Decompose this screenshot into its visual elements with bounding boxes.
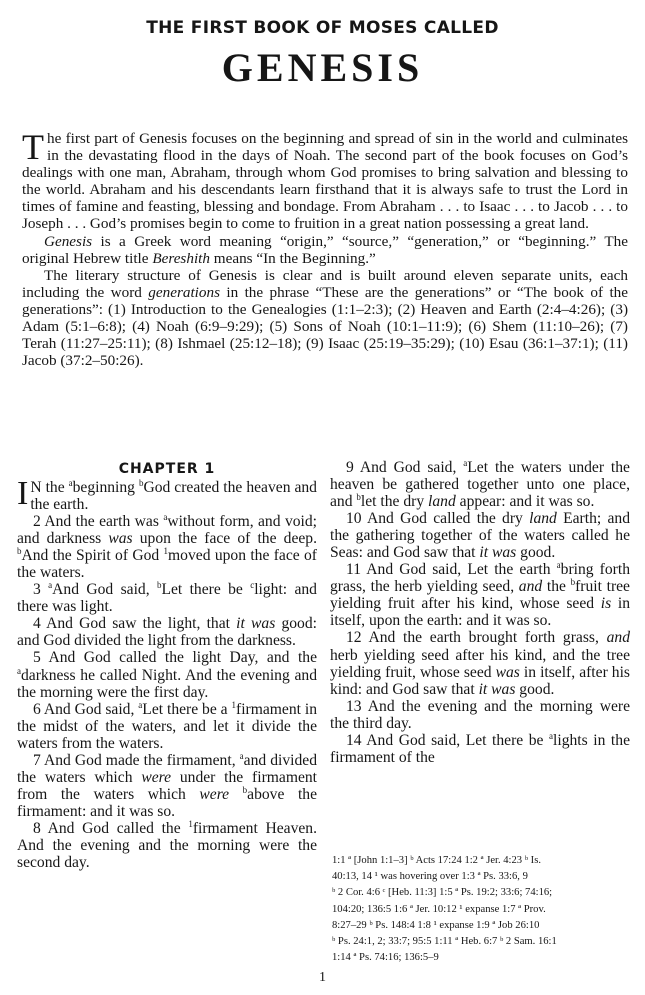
footnote-line: 1:14 ª Ps. 74:16; 136:5–9 [332, 952, 439, 964]
verse-text: 5 And God called the light Day, and the [33, 649, 317, 667]
verse-13: 13 And the evening and the morning were the third day. [330, 697, 630, 732]
cross-ref-marker[interactable]: a [138, 699, 143, 710]
verse-text: and divided the waters which [17, 751, 317, 786]
verse-text: And the Spirit of God [21, 547, 164, 565]
verse-text: 11 And God said, Let the earth [346, 561, 557, 579]
footnote-marker[interactable]: 1 [163, 546, 169, 556]
cross-ref-marker[interactable]: b [17, 546, 22, 556]
verse-text: 8 And God called the [33, 819, 189, 837]
cross-ref-marker[interactable]: a [68, 477, 73, 488]
verse-text: good. [515, 680, 555, 698]
verse-text: 2 And the earth was [33, 513, 164, 531]
verse-text: 4 And God saw the light, that [33, 615, 237, 633]
footnotes [332, 853, 630, 966]
verse-7 [17, 752, 317, 820]
cross-ref-marker[interactable]: b [356, 491, 361, 502]
verse-10 [330, 510, 630, 561]
cross-ref-marker[interactable]: b [242, 784, 248, 795]
verse-8 [17, 820, 317, 871]
footnote-line: 8:27–29 ᵇ Ps. 148:4 1:8 ¹ expanse 1:9 ª Job 26:10 [332, 919, 540, 931]
verse-text: beginning [72, 479, 139, 496]
book-introduction [22, 127, 628, 370]
intro-text: he first part of Genesis focuses on the beginning and spread of sin in the world and culminates in the devastating flood in the days of Noah. The second part of the book focuses on God’s dealings with one man, Abraham, through whom God promises to bring salvation and blessing to the world. Abraham and his descendants learn firsthand that it is always safe to trust the Lord in times of famine and feasting, blessing and bondage. From Abraham . . . to Isaac . . . to Jacob . . . to Joseph . . . God’s promises begin to come to fruition in a great nation possessing a great land. [22, 130, 628, 233]
verse-1 [17, 475, 317, 514]
verse-text: 7 And God made the firmament, [33, 751, 240, 769]
cross-ref-marker[interactable]: a [17, 665, 21, 676]
verse-text: light: and there was light. [17, 581, 317, 616]
verse-text: Earth; and the gathering together of the waters called he Seas: and God saw that [330, 510, 630, 562]
verse-5 [17, 649, 317, 700]
cross-ref-marker[interactable]: b [138, 477, 144, 488]
verse-text: moved upon the face of the waters. [17, 547, 317, 582]
cross-ref-marker[interactable]: b [570, 577, 576, 588]
italic-term: generations [148, 283, 220, 301]
verse-3 [17, 581, 317, 615]
footnote-line: ᵇ 2 Cor. 4:6 ᶜ [Heb. 11:3] 1:5 ª Ps. 19:2; 33:6; 74:16; [332, 887, 553, 899]
verse-text: in itself, upon the earth: and it was so. [330, 595, 630, 630]
verse-text: 14 And God said, Let there be [346, 731, 550, 749]
intro-text: The literary structure of Genesis is clear and is built around eleven separate units, each including the word [22, 266, 628, 301]
italic-word: it was [478, 680, 516, 698]
verse-text: Let the waters under the heaven be gathered together unto one place, and [330, 459, 630, 511]
verse-text: above the firmament: and it was so. [17, 785, 318, 820]
drop-cap: T [22, 127, 44, 167]
verse-text [229, 786, 243, 803]
verse-text: under the firmament from the waters which [17, 768, 317, 803]
italic-word: it was [479, 544, 517, 562]
cross-ref-marker[interactable]: b [156, 580, 162, 591]
drop-cap: I [17, 475, 29, 512]
footnote-line: ᵇ Ps. 24:1, 2; 33:7; 95:5 1:11 ª Heb. 6:7 ᵇ 2 Sam. 16:1 [332, 936, 557, 948]
italic-term: Genesis [44, 232, 93, 250]
verse-text: God created the heaven and the earth. [30, 479, 317, 514]
book-title: GENESIS [221, 45, 424, 90]
verse-text: without form, and void; and darkness [17, 513, 317, 548]
verse-14 [330, 732, 630, 766]
verse-text: good. [516, 544, 556, 562]
verse-11 [330, 561, 630, 629]
verse-text: the [542, 578, 571, 596]
intro-paragraph-2 [22, 233, 628, 267]
verse-text: And God said, [52, 581, 157, 599]
verse-text: 3 [33, 581, 49, 599]
footnote-line: 40:13, 14 ¹ was hovering over 1:3 ª Ps. 33:6, 9 [332, 871, 528, 883]
intro-text: is a Greek word meaning “origin,” “source,” “generation,” or “beginning.” The original Hebrew title [22, 232, 628, 267]
italic-word: land [529, 510, 557, 528]
verse-12 [330, 629, 630, 697]
verse-text: in itself, after his kind: and God saw that [330, 663, 630, 698]
verse-text: good: and God divided the light from the darkness. [17, 615, 317, 650]
verse-9 [330, 459, 630, 510]
cross-ref-marker[interactable]: a [239, 750, 244, 761]
intro-text: means “In the Beginning.” [209, 249, 376, 267]
verse-text: bring forth grass, the herb yielding seed, [330, 561, 630, 596]
verse-text: 12 And the earth brought forth grass, [346, 629, 607, 647]
cross-ref-marker[interactable]: a [463, 457, 468, 468]
footnote-line: 104:20; 136:5 1:6 ª Jer. 10:12 ¹ expanse 1:7 ª Prov. [332, 903, 546, 915]
intro-text: in the phrase “These are the generations” or “The book of the generations”: (1) Introduction to the Genealogies (1:1–2:3); (2) Heaven and Earth (2:4–4:26); (3) Adam (5:1–6:8); (4) Noah (6:9–9:29); (5) Sons of Noah (10:1–11:9); (6) Shem (11:10–26); (7) Terah (11:27–25:11); (8) Ishmael (25:12–18); (9) Isaac (25:19–35:29); (10) Esau (36:1–37:1); (11) Jacob (37:2–50:26). [22, 283, 628, 370]
page-number: 1 [319, 970, 326, 985]
verse-text: herb yielding seed after his kind, and the tree yielding fruit, whose seed [330, 646, 630, 681]
book-subtitle: THE FIRST BOOK OF MOSES CALLED [146, 18, 499, 38]
italic-word: was [495, 663, 520, 681]
verse-text: 9 And God said, [346, 459, 464, 476]
verse-2 [17, 513, 317, 581]
verse-text: appear: and it was so. [455, 493, 595, 511]
cross-ref-marker[interactable]: a [549, 730, 554, 741]
verse-text: let the dry [360, 493, 429, 511]
cross-ref-marker[interactable]: a [556, 560, 561, 571]
cross-ref-marker[interactable]: a [163, 511, 168, 522]
italic-word: is [600, 595, 612, 613]
italic-word: was [108, 530, 133, 548]
italic-term: Bereshith [152, 249, 210, 267]
intro-paragraph-1 [22, 127, 628, 233]
verse-text: N the [30, 479, 69, 496]
italic-word: were [141, 768, 172, 786]
verse-text: fruit tree yielding fruit after his kind, whose seed [330, 578, 630, 613]
chapter-heading: CHAPTER 1 [118, 461, 216, 477]
italic-word: were [199, 785, 230, 803]
footnote-marker[interactable]: 1 [188, 818, 193, 829]
right-column [330, 459, 630, 766]
cross-ref-marker[interactable]: c [250, 580, 255, 591]
verse-text: Let there be a [142, 700, 232, 718]
verse-4 [17, 615, 317, 649]
left-column [17, 459, 317, 871]
footnote-line: 1:1 ª [John 1:1–3] ᵇ Acts 17:24 1:2 ª Jer. 4:23 ᵇ Is. [332, 855, 541, 866]
italic-word: it was [236, 615, 276, 633]
verse-text: firmament in the midst of the waters, and let it divide the waters from the waters. [17, 700, 317, 752]
intro-paragraph-3 [22, 267, 628, 370]
verse-text: upon the face of the deep. [132, 530, 317, 548]
cross-ref-marker[interactable]: a [48, 580, 53, 591]
verse-6 [17, 701, 317, 752]
verse-text: lights in the firmament of the [330, 731, 630, 766]
footnote-marker[interactable]: 1 [231, 699, 237, 710]
verse-text: 6 And God said, [33, 700, 139, 718]
verse-text: Let there be [161, 581, 251, 599]
italic-word: and [606, 629, 630, 647]
verse-text: darkness he called Night. And the evening and the morning were the first day. [17, 666, 317, 701]
italic-word: land [428, 493, 456, 511]
verse-text: firmament Heaven. And the evening and the morning were the second day. [17, 819, 317, 872]
verse-text: 10 And God called the dry [346, 510, 530, 528]
italic-word: and [518, 578, 543, 596]
